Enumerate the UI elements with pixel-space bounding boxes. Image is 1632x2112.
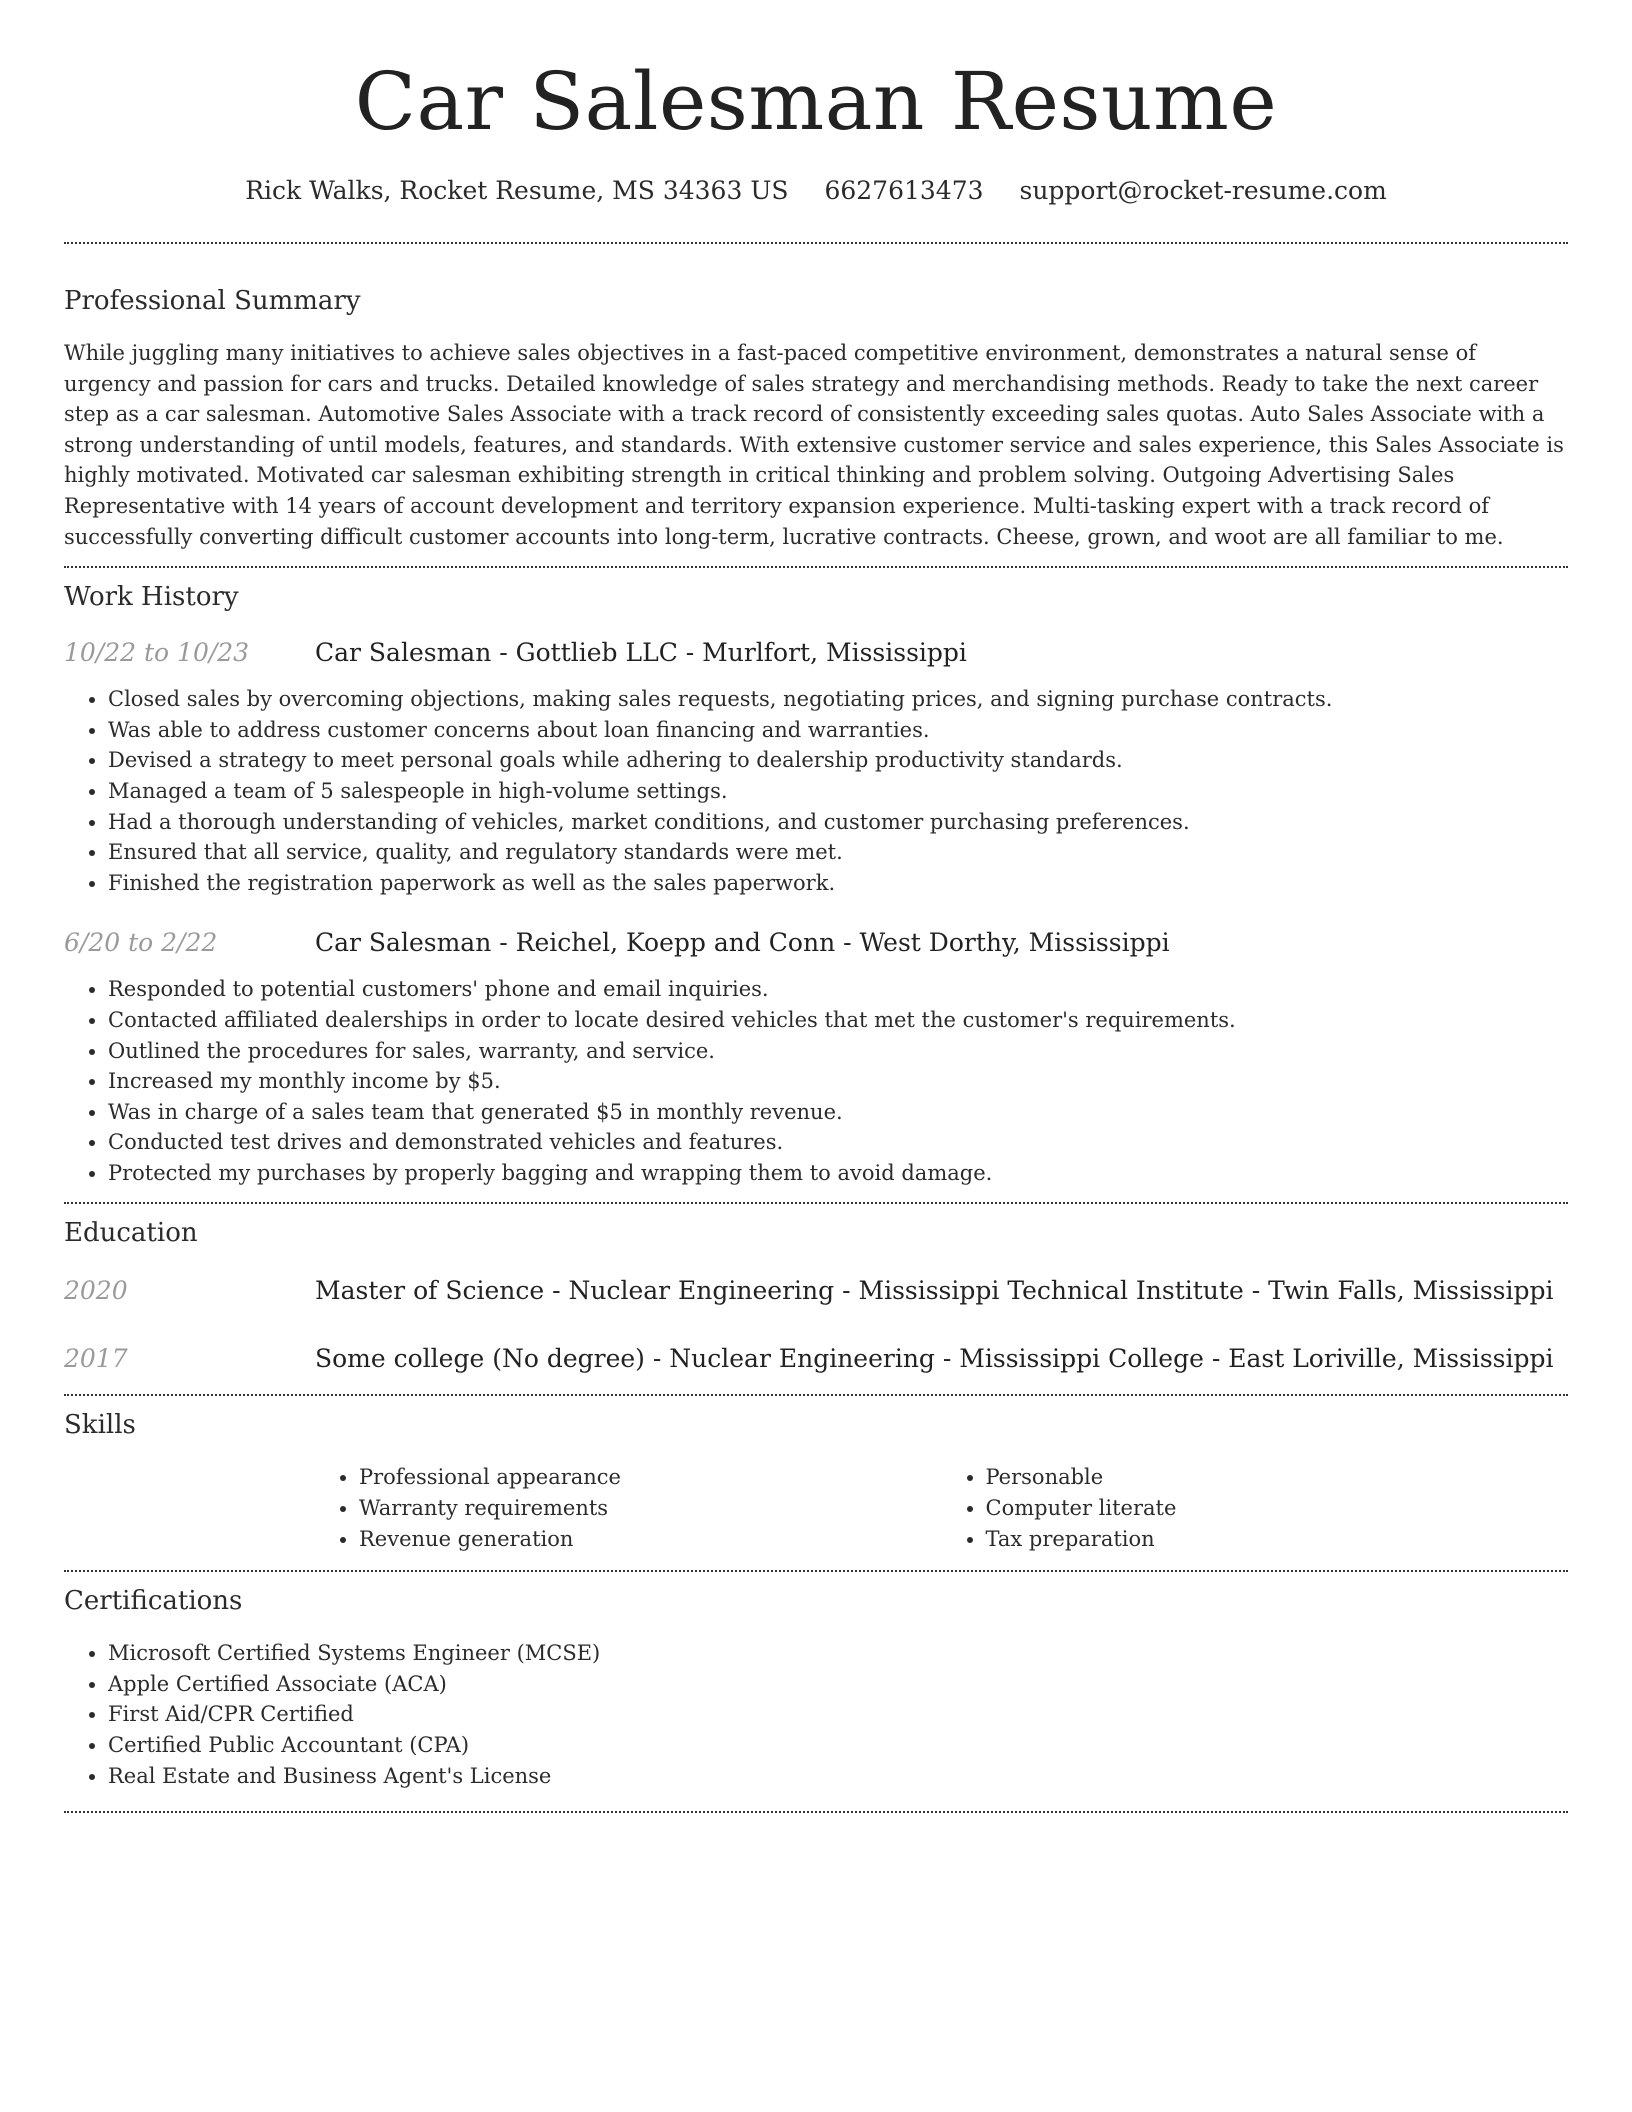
list-item: • Outlined the procedures for sales, warranty, and service. — [108, 1036, 1568, 1067]
list-item: • Increased my monthly income by $5. — [108, 1066, 1568, 1097]
skills-heading: Skills — [64, 1410, 136, 1441]
list-item: • Protected my purchases by properly bagging and wrapping them to avoid damage. — [108, 1158, 1568, 1189]
education-detail: Some college (No degree) - Nuclear Engineering - Mississippi College - East Loriville, Mississippi — [315, 1344, 1554, 1374]
section-divider — [64, 1570, 1568, 1572]
list-item: • Closed sales by overcoming objections, making sales requests, negotiating prices, and signing purchase contracts. — [108, 684, 1568, 715]
education-entry — [64, 1342, 1568, 1376]
list-item: • Tax preparation — [986, 1524, 1569, 1555]
list-item: • First Aid/CPR Certified — [108, 1699, 1568, 1730]
skills-list-right — [942, 1462, 1569, 1554]
list-item: • Real Estate and Business Agent's License — [108, 1761, 1568, 1792]
job-dates: 6/20 to 2/22 — [64, 928, 218, 958]
section-divider — [64, 242, 1568, 244]
list-item: • Ensured that all service, quality, and regulatory standards were met. — [108, 837, 1568, 868]
list-item: • Certified Public Accountant (CPA) — [108, 1730, 1568, 1761]
list-item: • Apple Certified Associate (ACA) — [108, 1669, 1568, 1700]
job-title: Car Salesman - Reichel, Koepp and Conn - West Dorthy, Mississippi — [315, 928, 1170, 958]
list-item: • Was in charge of a sales team that generated $5 in monthly revenue. — [108, 1097, 1568, 1128]
job-dates: 10/22 to 10/23 — [64, 638, 250, 668]
contact-address: Rick Walks, Rocket Resume, MS 34363 US — [245, 176, 789, 205]
section-divider — [64, 1811, 1568, 1813]
work-history-section — [64, 580, 1568, 1188]
list-item: • Professional appearance — [359, 1462, 942, 1493]
list-item: • Was able to address customer concerns about loan financing and warranties. — [108, 715, 1568, 746]
section-divider — [64, 1394, 1568, 1396]
list-item: • Had a thorough understanding of vehicles, market conditions, and customer purchasing preferences. — [108, 807, 1568, 838]
education-detail: Master of Science - Nuclear Engineering - Mississippi Technical Institute - Twin Falls, Mississippi — [315, 1276, 1554, 1306]
job-duties-list — [64, 974, 1568, 1188]
job-entry — [64, 636, 1568, 898]
summary-heading: Professional Summary — [64, 286, 361, 316]
education-entry — [64, 1274, 1568, 1308]
page-title: Car Salesman Resume — [354, 55, 1278, 148]
list-item: • Revenue generation — [359, 1524, 942, 1555]
summary-text: While juggling many initiatives to achieve sales objectives in a fast-paced competitive environment, demonstrates a natural sense of urgency and passion for cars and trucks. Detailed knowledge of sales strategy and merchandising methods. Ready to take the next career step as a car salesman. Automotive Sales Associate with a track record of consistently exceeding sales quotas. Auto Sales Associate with a strong understanding of until models, features, and standards. With extensive customer service and sales experience, this Sales Associate is highly motivated. Motivated car salesman exhibiting strength in critical thinking and problem solving. Outgoing Advertising Sales Representative with 14 years of account development and territory expansion experience. Multi-tasking expert with a track record of successfully converting difficult customer accounts into long-term, lucrative contracts. Cheese, grown, and woot are all familiar to me. — [64, 341, 1564, 549]
list-item: • Managed a team of 5 salespeople in high-volume settings. — [108, 776, 1568, 807]
certifications-section — [64, 1584, 1568, 1791]
education-year: 2017 — [64, 1344, 128, 1374]
list-item: • Computer literate — [986, 1493, 1569, 1524]
section-divider — [64, 566, 1568, 568]
contact-line — [64, 174, 1568, 208]
education-heading: Education — [64, 1218, 198, 1249]
section-divider — [64, 1202, 1568, 1204]
list-item: • Warranty requirements — [359, 1493, 942, 1524]
contact-phone: 6627613473 — [824, 176, 984, 205]
list-item: • Devised a strategy to meet personal goals while adhering to dealership productivity standards. — [108, 745, 1568, 776]
job-entry — [64, 926, 1568, 1188]
list-item: • Conducted test drives and demonstrated vehicles and features. — [108, 1127, 1568, 1158]
list-item: • Responded to potential customers' phone and email inquiries. — [108, 974, 1568, 1005]
skills-section — [64, 1408, 1568, 1554]
job-title: Car Salesman - Gottlieb LLC - Murlfort, Mississippi — [315, 638, 967, 668]
list-item: • Microsoft Certified Systems Engineer (MCSE) — [108, 1638, 1568, 1669]
list-item: • Contacted affiliated dealerships in order to locate desired vehicles that met the customer's requirements. — [108, 1005, 1568, 1036]
education-year: 2020 — [64, 1276, 128, 1306]
list-item: • Personable — [986, 1462, 1569, 1493]
resume-page — [64, 0, 1568, 1813]
summary-section — [64, 284, 1568, 552]
job-duties-list — [64, 684, 1568, 898]
list-item: • Finished the registration paperwork as well as the sales paperwork. — [108, 868, 1568, 899]
skills-list-left — [315, 1462, 942, 1554]
certifications-list — [64, 1638, 1568, 1791]
education-section — [64, 1216, 1568, 1376]
work-history-heading: Work History — [64, 582, 239, 613]
certifications-heading: Certifications — [64, 1586, 243, 1617]
skills-columns — [315, 1462, 1568, 1554]
contact-email: support@rocket-resume.com — [1019, 176, 1387, 205]
